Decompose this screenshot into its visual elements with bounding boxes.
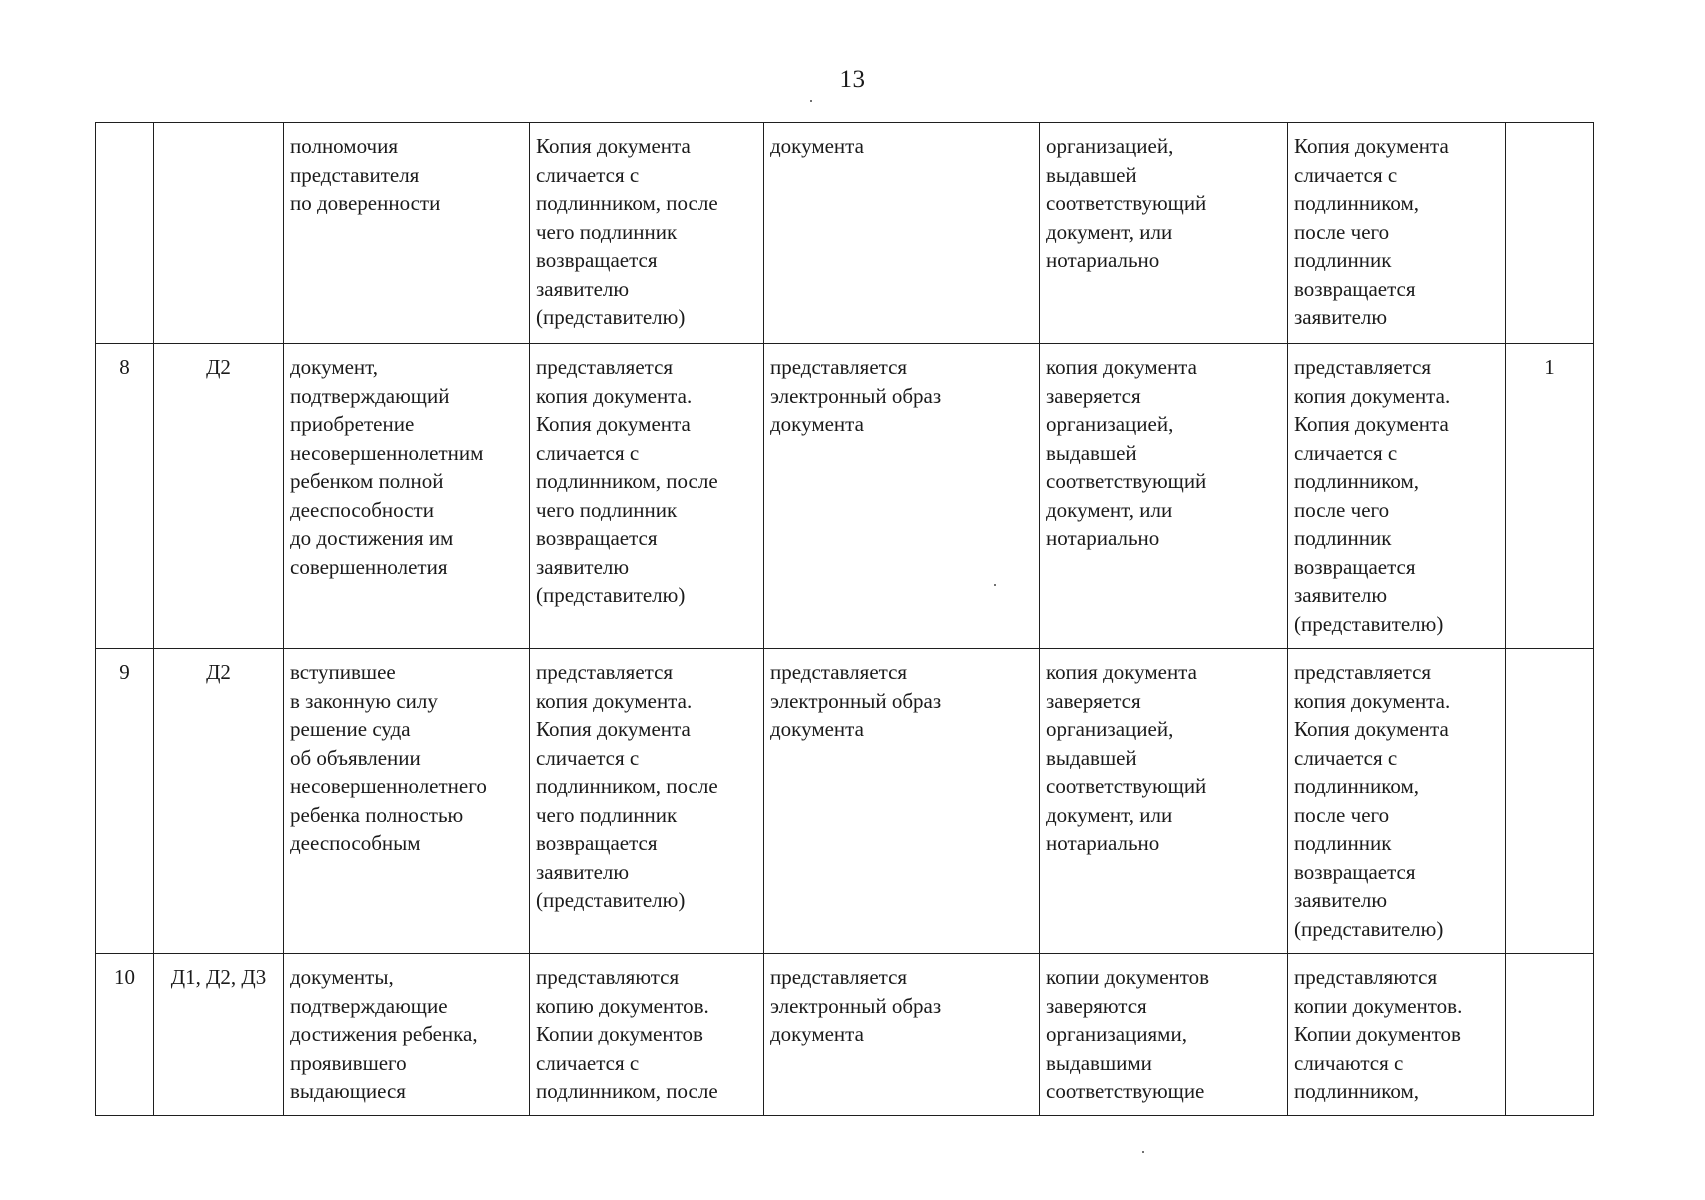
cell-line: электронный образ (770, 688, 942, 713)
cell-line: представляются (536, 965, 680, 989)
cell-line: нотариально (1046, 248, 1160, 272)
cell-line: заявителю (536, 554, 630, 579)
cell-line: заявителю (536, 859, 630, 884)
cell-electronic (764, 123, 1040, 344)
cell-line: копия документа. (1294, 688, 1451, 713)
cell-doc (284, 344, 530, 649)
cell-mfc (1288, 344, 1506, 649)
cell-line: выдавшей (1046, 440, 1137, 465)
cell-line: соответствующий (1046, 469, 1207, 493)
cell-line: в законную силу (290, 688, 438, 713)
cell-line: выдавшими (1046, 1050, 1152, 1075)
cell-line: (представителю) (536, 888, 686, 912)
table-body (96, 123, 1594, 1116)
cell-line: после чего (1294, 497, 1390, 522)
cell-line: решение суда (290, 717, 411, 741)
cell-line: заявителю (1294, 888, 1388, 912)
cell-line: возвращается (536, 831, 658, 855)
cell-last (1506, 649, 1594, 954)
cell-line: проявившего (290, 1050, 407, 1075)
cell-line: возвращается (536, 248, 658, 272)
cell-line: выдающиеся (290, 1079, 406, 1103)
cell-line: документы, (290, 965, 394, 989)
cell-last (1506, 954, 1594, 1116)
cell-line: Копия документа (536, 412, 691, 436)
cell-code: Д1, Д2, Д3 (154, 954, 284, 1116)
cell-line: представляется (1294, 660, 1432, 684)
cell-line: документа (770, 412, 864, 436)
cell-line: копия документа. (1294, 383, 1451, 408)
cell-line: возвращается (1294, 859, 1416, 884)
cell-line: подтверждающие (290, 993, 448, 1018)
page-number: 13 (839, 66, 866, 93)
cell-line: копия документа (1046, 660, 1197, 684)
cell-line: заявителю (1294, 583, 1388, 607)
cell-line: вступившее (290, 660, 396, 684)
cell-line: достижения ребенка, (290, 1022, 478, 1046)
cell-line: копии документов. (1294, 993, 1463, 1018)
cell-line: дееспособным (290, 831, 421, 855)
cell-line: Копия документа (536, 134, 691, 158)
cell-line: подлинником, (1294, 191, 1420, 215)
cell-line: соответствующие (1046, 1079, 1205, 1103)
cell-line: нотариально (1046, 526, 1160, 550)
cell-line: выдавшей (1046, 745, 1137, 770)
cell-line: об объявлении (290, 745, 421, 770)
cell-line: подлинником, после (536, 1079, 718, 1103)
cell-electronic (764, 954, 1040, 1116)
cell-code: Д2 (154, 344, 284, 649)
cell-line: выдавшей (1046, 162, 1137, 187)
cell-paper (530, 649, 764, 954)
cell-line: копия документа. (536, 688, 693, 713)
cell-line: представляется (770, 660, 908, 684)
cell-line: документа (770, 1022, 864, 1046)
cell-line: представляется (770, 355, 908, 379)
cell-line: подлинник (1294, 831, 1392, 855)
cell-line: полномочия (290, 134, 398, 158)
cell-line: подлинником, (1294, 1079, 1420, 1103)
cell-mfc (1288, 954, 1506, 1116)
cell-line: возвращается (1294, 276, 1416, 301)
cell-line: по доверенности (290, 191, 441, 215)
cell-line: несовершеннолетним (290, 440, 484, 465)
cell-line: документа (770, 134, 864, 158)
cell-line: копия документа (1046, 355, 1197, 379)
cell-line: документ, или (1046, 497, 1173, 522)
cell-line: документ, или (1046, 802, 1173, 827)
cell-line: организацией, (1046, 717, 1174, 741)
table-row (96, 344, 1594, 649)
cell-line: сличается с (536, 162, 640, 187)
table-row (96, 954, 1594, 1116)
cell-line: электронный образ (770, 993, 942, 1018)
cell-line: чего подлинник (536, 802, 678, 827)
cell-line: совершеннолетия (290, 554, 448, 579)
cell-line: (представителю) (536, 583, 686, 607)
cell-line: подтверждающий (290, 383, 450, 408)
cell-last: 1 (1506, 344, 1594, 649)
cell-num: 10 (96, 954, 154, 1116)
cell-line: организацией, (1046, 412, 1174, 436)
cell-line: документ, (290, 355, 379, 379)
cell-doc (284, 954, 530, 1116)
cell-paper (530, 954, 764, 1116)
cell-line: Копия документа (536, 717, 691, 741)
cell-line: сличаются с (1294, 1050, 1404, 1075)
cell-line: документа (770, 717, 864, 741)
cell-mfc (1288, 123, 1506, 344)
cell-line: представляются (1294, 965, 1438, 989)
cell-code: Д2 (154, 649, 284, 954)
scan-speck (994, 584, 996, 586)
cell-line: сличается с (1294, 440, 1398, 465)
cell-line: Копия документа (1294, 717, 1449, 741)
cell-line: документ, или (1046, 219, 1173, 244)
cell-line: электронный образ (770, 383, 942, 408)
cell-line: представляется (536, 660, 674, 684)
cell-line: заверяются (1046, 993, 1147, 1018)
documents-table (95, 122, 1594, 1116)
cell-line: подлинником, (1294, 774, 1420, 798)
cell-line: подлинник (1294, 248, 1392, 272)
cell-certification (1040, 954, 1288, 1116)
cell-line: подлинником, (1294, 469, 1420, 493)
cell-doc (284, 123, 530, 344)
cell-electronic (764, 344, 1040, 649)
cell-line: копии документов (1046, 965, 1210, 989)
cell-line: (представителю) (1294, 916, 1444, 941)
cell-mfc (1288, 649, 1506, 954)
cell-line: возвращается (1294, 554, 1416, 579)
cell-line: представляется (1294, 355, 1432, 379)
cell-line: подлинником, после (536, 774, 718, 798)
cell-line: соответствующий (1046, 191, 1207, 215)
cell-line: после чего (1294, 219, 1390, 244)
cell-line: до достижения им (290, 526, 454, 550)
cell-line: Копии документов (1294, 1022, 1461, 1046)
cell-line: Копия документа (1294, 134, 1449, 158)
cell-line: сличается с (536, 440, 640, 465)
cell-line: (представителю) (1294, 611, 1444, 636)
cell-line: подлинником, после (536, 191, 718, 215)
cell-line: организацией, (1046, 134, 1174, 158)
cell-line: сличается с (1294, 162, 1398, 187)
cell-line: чего подлинник (536, 219, 678, 244)
cell-certification (1040, 649, 1288, 954)
cell-line: сличается с (536, 1050, 640, 1075)
cell-num: 8 (96, 344, 154, 649)
cell-num (96, 123, 154, 344)
cell-line: после чего (1294, 802, 1390, 827)
cell-line: заверяется (1046, 688, 1141, 713)
cell-line: заявителю (536, 276, 630, 301)
cell-line: нотариально (1046, 831, 1160, 855)
cell-line: заверяется (1046, 383, 1141, 408)
cell-line: представителя (290, 162, 420, 187)
cell-line: ребенка полностью (290, 802, 464, 827)
cell-line: приобретение (290, 412, 415, 436)
cell-line: (представителю) (536, 305, 686, 329)
cell-line: копия документа. (536, 383, 693, 408)
cell-line: организациями, (1046, 1022, 1187, 1046)
cell-line: несовершеннолетнего (290, 774, 487, 798)
cell-line: подлинником, после (536, 469, 718, 493)
cell-line: ребенком полной (290, 469, 444, 493)
cell-num: 9 (96, 649, 154, 954)
cell-line: чего подлинник (536, 497, 678, 522)
table-row (96, 123, 1594, 344)
cell-line: дееспособности (290, 497, 434, 522)
cell-line: представляется (770, 965, 908, 989)
cell-certification (1040, 123, 1288, 344)
cell-code (154, 123, 284, 344)
cell-line: возвращается (536, 526, 658, 550)
cell-paper (530, 123, 764, 344)
cell-electronic (764, 649, 1040, 954)
table-row (96, 649, 1594, 954)
cell-line: заявителю (1294, 305, 1388, 329)
cell-line: Копии документов (536, 1022, 703, 1046)
cell-line: сличается с (536, 745, 640, 770)
cell-line: Копия документа (1294, 412, 1449, 436)
cell-line: сличается с (1294, 745, 1398, 770)
cell-certification (1040, 344, 1288, 649)
cell-line: соответствующий (1046, 774, 1207, 798)
scan-speck (1142, 1151, 1144, 1153)
cell-paper (530, 344, 764, 649)
cell-line: копию документов. (536, 993, 709, 1018)
cell-doc (284, 649, 530, 954)
cell-line: подлинник (1294, 526, 1392, 550)
cell-line: представляется (536, 355, 674, 379)
scan-speck (810, 100, 812, 102)
cell-last (1506, 123, 1594, 344)
